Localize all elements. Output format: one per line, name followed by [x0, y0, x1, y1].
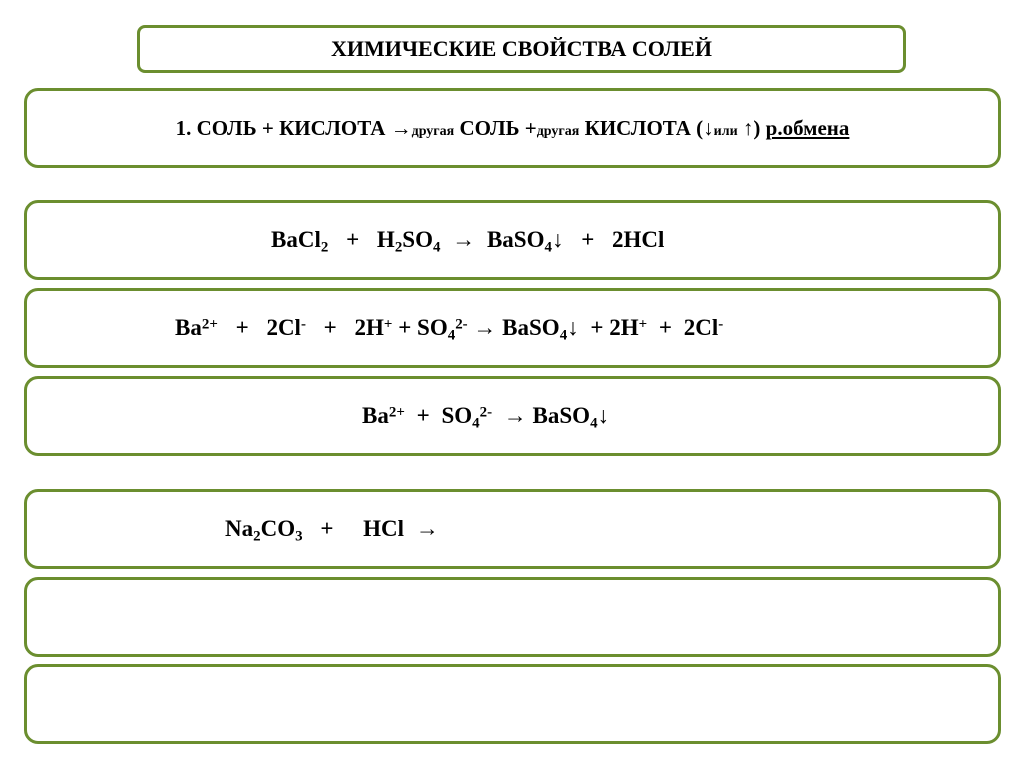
ion-so: SO [417, 315, 448, 340]
page-title: ХИМИЧЕСКИЕ СВОЙСТВА СОЛЕЙ [331, 36, 712, 61]
precipitate-arrow-icon: ↓ [551, 227, 564, 252]
subscript: 4 [447, 327, 456, 344]
plus-sign: + [398, 315, 412, 340]
subscript: 4 [472, 415, 480, 432]
rule-plus-2: + [524, 115, 537, 140]
ion-cl: 2Cl [266, 315, 301, 340]
answer-box [24, 577, 1001, 657]
subscript: 2 [394, 239, 403, 256]
superscript: 2+ [201, 316, 218, 333]
rule-acid: КИСЛОТА [279, 115, 386, 140]
subscript: 4 [544, 239, 552, 256]
subscript: 2 [320, 239, 329, 256]
formula-h: H [376, 227, 395, 252]
formula-baso: BaSO [532, 403, 591, 428]
plus-sign: + [346, 227, 360, 252]
reaction-arrow: → [473, 315, 497, 340]
plus-sign: + [235, 315, 249, 340]
rule-number: 1. [175, 115, 192, 140]
equation-molecular [24, 200, 1001, 280]
title-box [137, 25, 906, 73]
formula-baso: BaSO [502, 315, 560, 340]
rule-salt-2: СОЛЬ [459, 115, 520, 140]
rule-paren-open: ( [696, 115, 704, 140]
equation-text [362, 403, 610, 432]
rule-arrow: → [390, 115, 412, 140]
plus-sign: + [416, 403, 430, 428]
formula-hcl: 2HCl [612, 227, 665, 252]
reaction-arrow: → [503, 403, 527, 428]
superscript: + [383, 316, 393, 333]
plus-sign: + [323, 315, 337, 340]
ion-so: SO [441, 403, 473, 428]
reaction-arrow: → [452, 227, 476, 252]
rule-or: или [713, 123, 738, 139]
superscript: - [300, 316, 306, 333]
precipitate-arrow-icon: ↓ [597, 403, 610, 428]
rule-other-2: другая [536, 123, 580, 139]
superscript: - [718, 316, 724, 333]
ion-ba: Ba [175, 315, 202, 340]
rule-salt: СОЛЬ [196, 115, 257, 140]
rule-acid-2: КИСЛОТА [584, 115, 691, 140]
formula-bacl: BaCl [271, 227, 321, 252]
equation-exercise [24, 489, 1001, 569]
equation-text [175, 315, 724, 344]
answer-box [24, 664, 1001, 744]
subscript: 4 [432, 239, 441, 256]
plus-sign: + [590, 315, 604, 340]
down-arrow-icon: ↓ [703, 115, 714, 140]
formula-baso: BaSO [486, 227, 545, 252]
plus-sign: + [320, 516, 334, 541]
equation-full-ionic [24, 288, 1001, 368]
plus-sign: + [658, 315, 673, 340]
subscript: 3 [295, 528, 303, 545]
plus-sign: + [581, 227, 595, 252]
equation-short-ionic [24, 376, 1001, 456]
ion-cl: 2Cl [683, 315, 719, 340]
superscript: 2- [455, 316, 468, 333]
ion-h: 2H [609, 315, 639, 340]
ion-h: 2H [354, 315, 384, 340]
rule-text [176, 116, 850, 141]
subscript: 2 [253, 528, 261, 545]
rule-box [24, 88, 1001, 168]
subscript: 4 [559, 327, 568, 344]
rule-reaction-type: р.обмена [765, 115, 850, 140]
formula-hcl: HCl [363, 516, 405, 541]
ion-ba: Ba [362, 403, 389, 428]
subscript: 4 [590, 415, 598, 432]
rule-plus: + [261, 115, 274, 140]
precipitate-arrow-icon: ↓ [567, 315, 579, 340]
superscript: + [638, 316, 648, 333]
superscript: 2- [479, 404, 493, 421]
equation-text [225, 516, 439, 545]
formula-so: SO [402, 227, 433, 252]
rule-other-1: другая [411, 123, 455, 139]
equation-text [271, 227, 665, 256]
up-arrow-icon: ↑ [742, 115, 754, 140]
rule-paren-close: ) [753, 115, 761, 140]
formula-na: Na [225, 516, 254, 541]
superscript: 2+ [388, 404, 405, 421]
formula-co: CO [260, 516, 296, 541]
reaction-arrow: → [415, 516, 439, 541]
